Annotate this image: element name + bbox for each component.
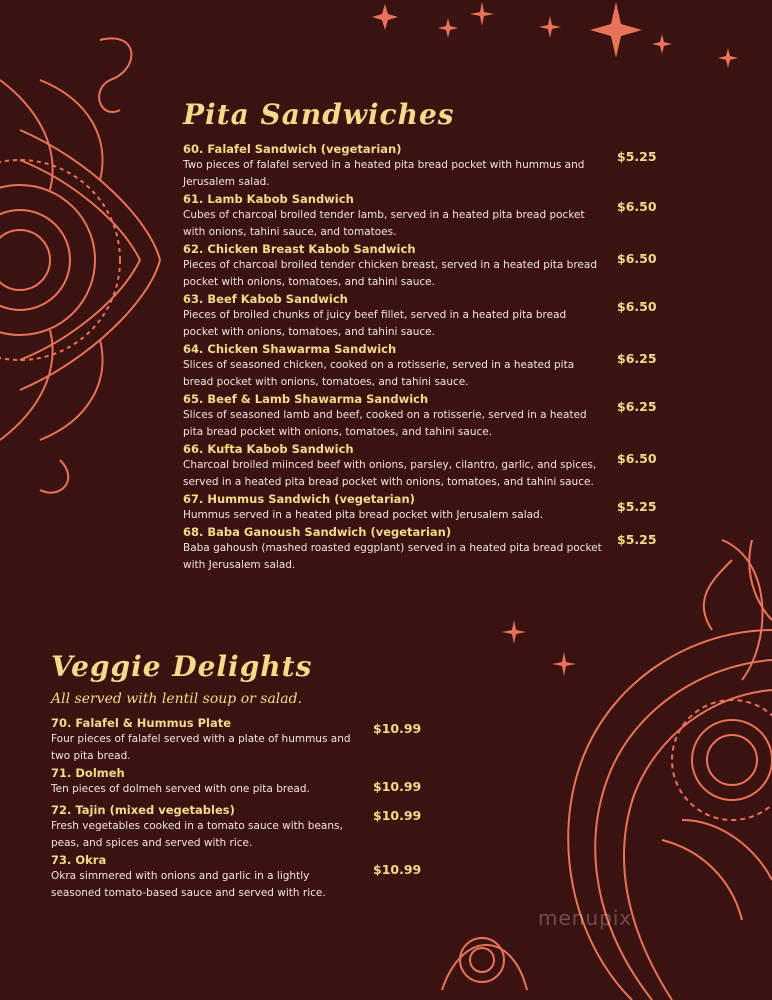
menu-item <box>183 291 657 341</box>
menu-item-name: 71. Dolmeh <box>51 766 125 780</box>
menu-item-price: $5.25 <box>617 149 657 164</box>
menu-item-description: Two pieces of falafel served in a heated pita bread pocket with hummus and Jerusalem salad. <box>183 159 585 188</box>
menu-item-description: Okra simmered with onions and garlic in a lightly seasoned tomato-based sauce and served with rice. <box>51 870 326 899</box>
veggie-section-subtitle: All served with lentil soup or salad. <box>51 691 303 707</box>
menu-item-name: 68. Baba Ganoush Sandwich (vegetarian) <box>183 525 452 539</box>
menu-item-price: $10.99 <box>373 862 422 877</box>
stars-ornament-top <box>370 0 770 80</box>
pita-menu-list <box>183 141 657 574</box>
menu-item <box>183 391 657 441</box>
menu-item-name: 64. Chicken Shawarma Sandwich <box>183 342 397 356</box>
menu-item-description: Slices of seasoned chicken, cooked on a rotisserie, served in a heated pita bread pocket with onions, tomatoes, and tahini sauce. <box>183 359 575 388</box>
menu-item-name: 60. Falafel Sandwich (vegetarian) <box>183 142 402 156</box>
veggie-section-title: Veggie Delights <box>51 650 313 683</box>
menu-item-description: Baba gahoush (mashed roasted eggplant) served in a heated pita bread pocket with Jerusalem salad. <box>183 542 602 571</box>
veggie-menu-list <box>51 715 421 902</box>
menu-item-price: $6.25 <box>617 351 657 366</box>
menu-item-price: $6.25 <box>617 399 657 414</box>
menu-item <box>183 241 657 291</box>
menu-item-price: $10.99 <box>373 721 422 736</box>
menu-item <box>51 765 421 798</box>
menu-item <box>51 802 421 852</box>
menu-item-price: $6.50 <box>617 199 657 214</box>
menu-item-name: 66. Kufta Kabob Sandwich <box>183 442 354 456</box>
menu-item-name: 61. Lamb Kabob Sandwich <box>183 192 354 206</box>
menu-item <box>183 141 657 191</box>
menu-item <box>51 715 421 765</box>
menu-item-name: 73. Okra <box>51 853 107 867</box>
mandala-ornament-left <box>0 20 170 500</box>
menu-item-description: Ten pieces of dolmeh served with one pita bread. <box>51 783 310 795</box>
menu-item-description: Fresh vegetables cooked in a tomato sauce with beans, peas, and spices and served with rice. <box>51 820 343 849</box>
menu-item <box>183 341 657 391</box>
menu-item-price: $6.50 <box>617 451 657 466</box>
watermark-logo: menupix <box>538 906 633 930</box>
menu-item-price: $10.99 <box>373 808 422 823</box>
menu-item-name: 65. Beef & Lamb Shawarma Sandwich <box>183 392 429 406</box>
menu-item-description: Slices of seasoned lamb and beef, cooked on a rotisserie, served in a heated pita bread pocket with onions, tomatoes, and tahini sauce. <box>183 409 587 438</box>
menu-item-description: Hummus served in a heated pita bread pocket with Jerusalem salad. <box>183 509 544 521</box>
pita-section-title: Pita Sandwiches <box>183 98 455 131</box>
menu-item-price: $5.25 <box>617 532 657 547</box>
menu-item-description: Four pieces of falafel served with a plate of hummus and two pita bread. <box>51 733 351 762</box>
menu-item-price: $6.50 <box>617 251 657 266</box>
menu-item-name: 70. Falafel & Hummus Plate <box>51 716 232 730</box>
menu-item-name: 63. Beef Kabob Sandwich <box>183 292 348 306</box>
menu-item-description: Pieces of broiled chunks of juicy beef fillet, served in a heated pita bread pocket with onions, tomatoes, and tahini sauce. <box>183 309 567 338</box>
menu-item-name: 62. Chicken Breast Kabob Sandwich <box>183 242 416 256</box>
menu-item-price: $10.99 <box>373 779 422 794</box>
menu-item-description: Pieces of charcoal broiled tender chicken breast, served in a heated pita bread pocket with onions, tomatoes, and tahini sauce. <box>183 259 597 288</box>
menu-item <box>183 524 657 574</box>
menu-item-name: 72. Tajin (mixed vegetables) <box>51 803 235 817</box>
menu-item <box>51 852 421 902</box>
menu-item <box>183 491 657 524</box>
menu-item-price: $6.50 <box>617 299 657 314</box>
menu-item <box>183 441 657 491</box>
menu-item-description: Charcoal broiled miinced beef with onions, parsley, cilantro, garlic, and spices, served in a heated pita bread pocket with onions, tomatoes, and tahini sauce. <box>183 459 597 488</box>
menu-item-description: Cubes of charcoal broiled tender lamb, served in a heated pita bread pocket with onions, tahini sauce, and tomatoes. <box>183 209 585 238</box>
menu-item <box>183 191 657 241</box>
menu-item-name: 67. Hummus Sandwich (vegetarian) <box>183 492 415 506</box>
menu-item-price: $5.25 <box>617 499 657 514</box>
